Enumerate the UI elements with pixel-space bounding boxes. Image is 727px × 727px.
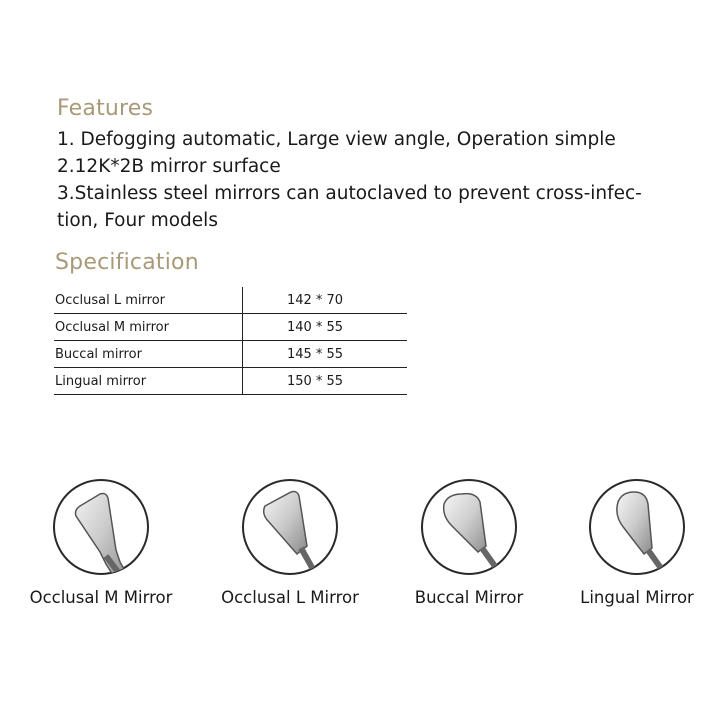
mirror-label: Lingual Mirror bbox=[580, 588, 694, 607]
feature-line: 1. Defogging automatic, Large view angle, Operation simple bbox=[57, 129, 616, 150]
spec-value: 140 * 55 bbox=[243, 314, 408, 341]
feature-line: tion, Four models bbox=[57, 210, 218, 231]
mirror-model-occlusal-m bbox=[16, 476, 186, 607]
buccal-mirror-icon bbox=[418, 476, 520, 578]
table-row bbox=[54, 287, 407, 314]
spec-name: Occlusal M mirror bbox=[55, 319, 169, 335]
table-row bbox=[54, 314, 407, 341]
table-row bbox=[54, 368, 407, 395]
mirror-model-occlusal-l bbox=[205, 476, 375, 607]
spec-name: Buccal mirror bbox=[55, 346, 142, 362]
occlusal-l-mirror-icon bbox=[239, 476, 341, 578]
feature-line: 2.12K*2B mirror surface bbox=[57, 156, 281, 177]
feature-line: 3.Stainless steel mirrors can autoclaved to prevent cross-infec- bbox=[57, 183, 642, 204]
table-row bbox=[54, 341, 407, 368]
mirror-label: Occlusal L Mirror bbox=[221, 588, 359, 607]
features-list bbox=[57, 126, 697, 234]
spec-name: Occlusal L mirror bbox=[55, 292, 165, 308]
lingual-mirror-icon bbox=[586, 476, 688, 578]
specification-heading: Specification bbox=[55, 250, 199, 275]
mirror-model-lingual bbox=[552, 476, 722, 607]
mirror-label: Buccal Mirror bbox=[414, 588, 524, 607]
features-heading: Features bbox=[57, 96, 154, 121]
spec-value: 142 * 70 bbox=[243, 287, 408, 314]
occlusal-m-mirror-icon bbox=[50, 476, 152, 578]
spec-value: 150 * 55 bbox=[243, 368, 408, 395]
spec-value: 145 * 55 bbox=[243, 341, 408, 368]
mirror-label: Occlusal M Mirror bbox=[29, 588, 173, 607]
specification-table bbox=[54, 287, 407, 395]
mirror-models bbox=[0, 476, 727, 616]
spec-name: Lingual mirror bbox=[55, 373, 147, 389]
mirror-model-buccal bbox=[384, 476, 554, 607]
